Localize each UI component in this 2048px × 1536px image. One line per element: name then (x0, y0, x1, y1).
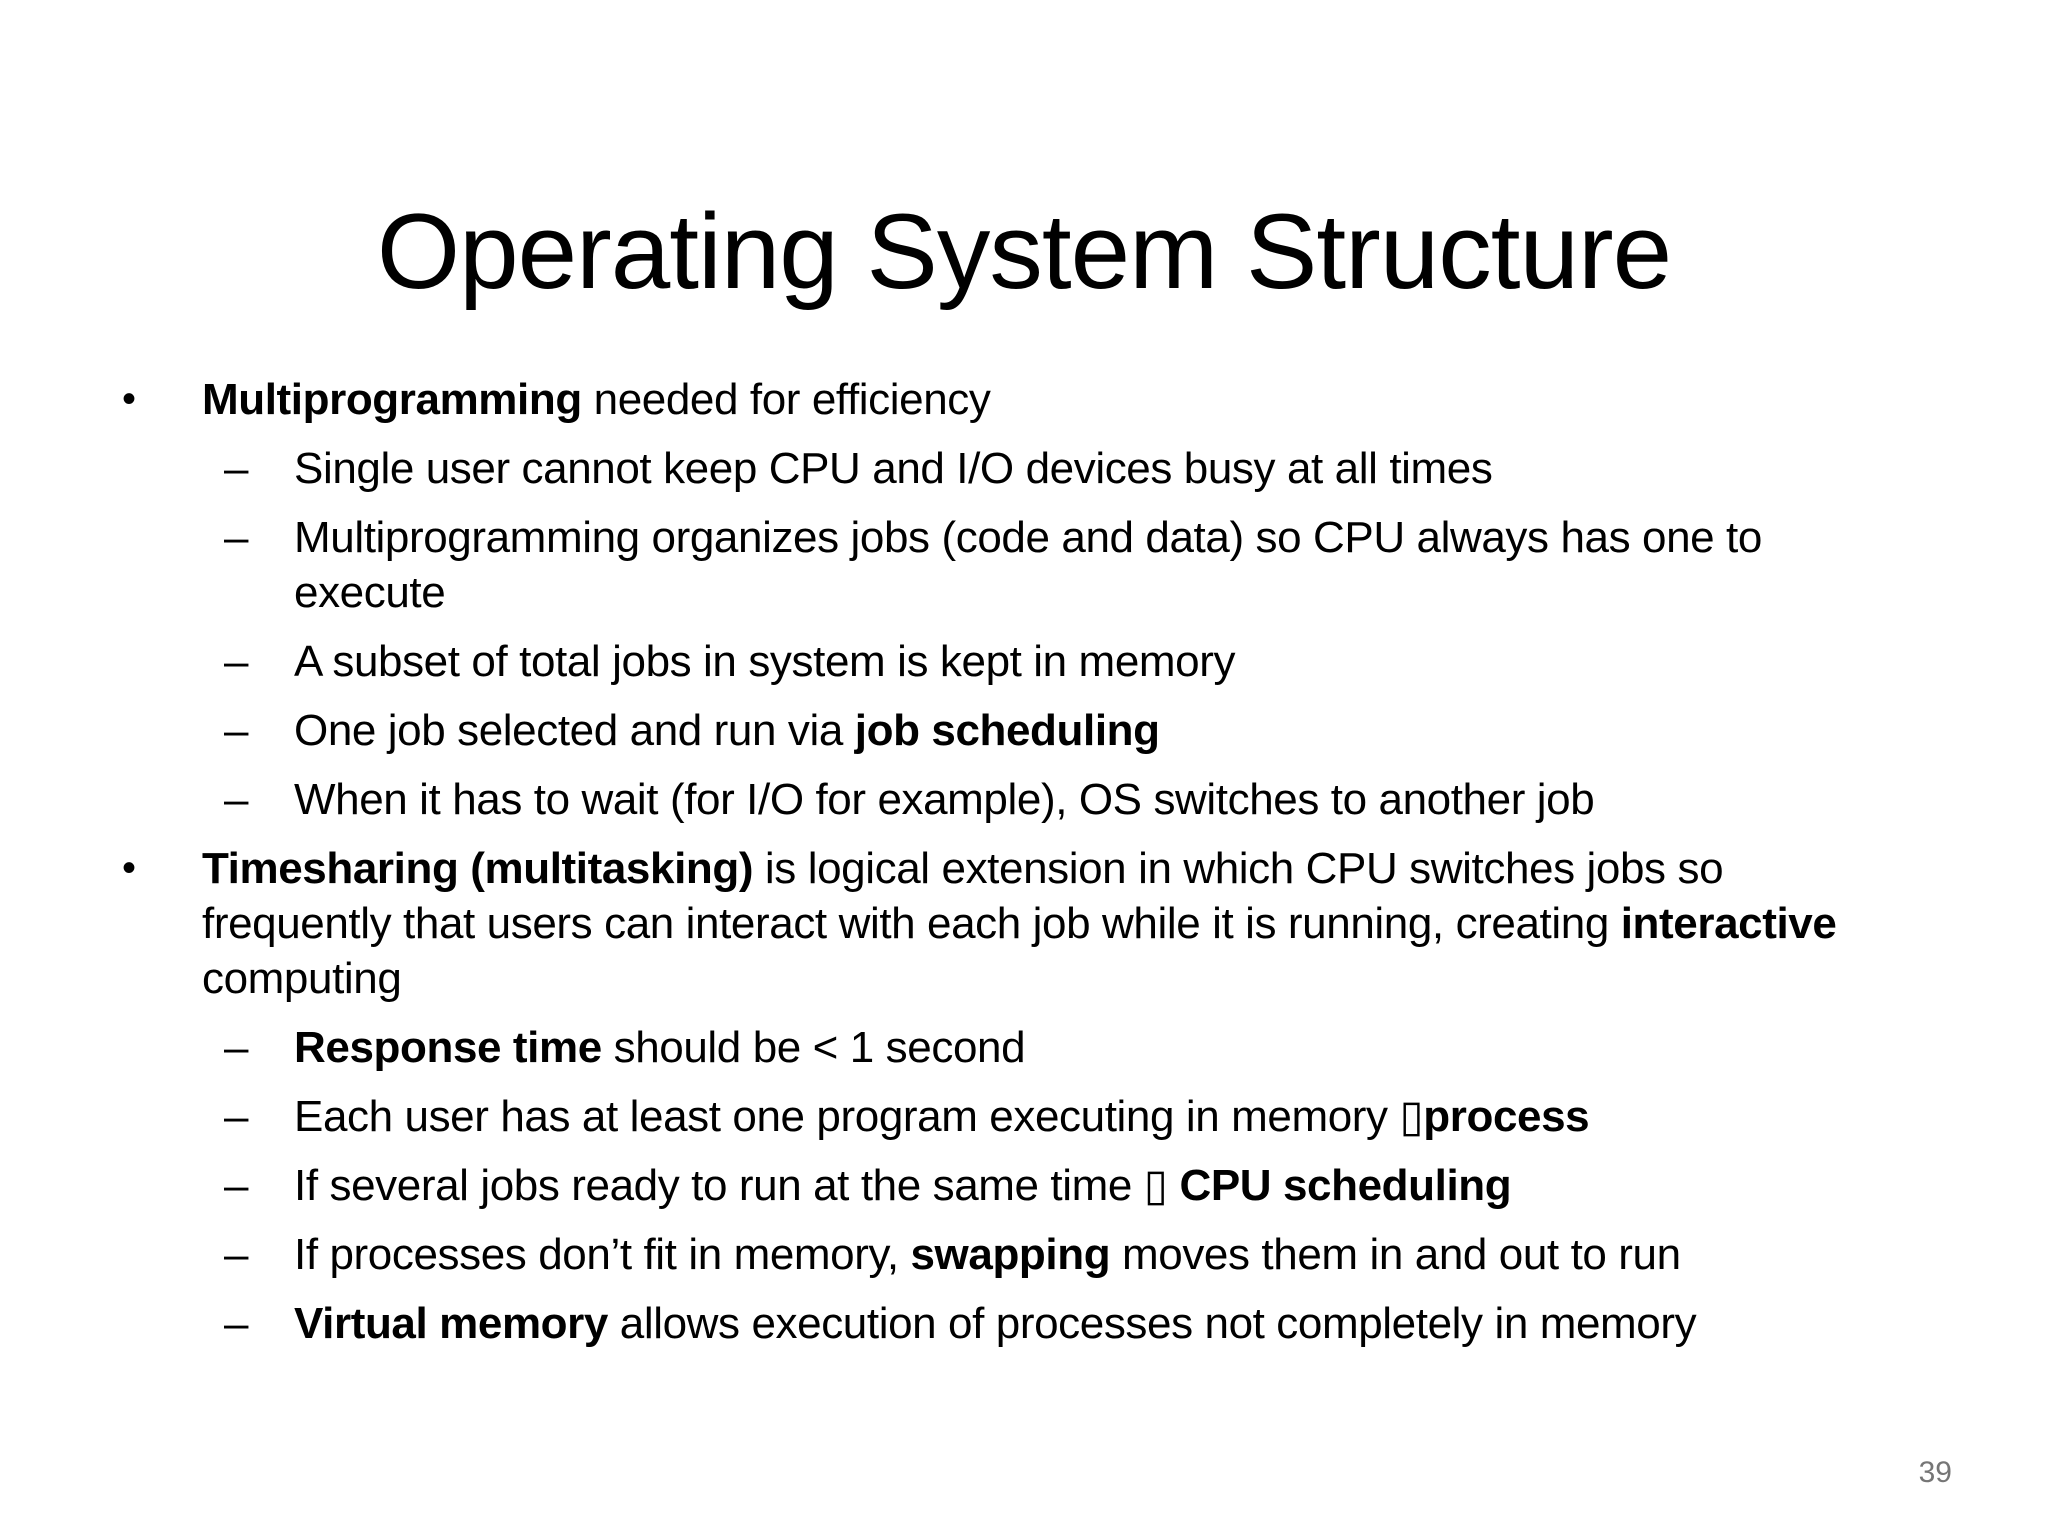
sub-item-text: If several jobs ready to run at the same time (294, 1161, 1144, 1210)
sub-item (122, 1158, 1922, 1213)
dash-marker: – (224, 444, 249, 493)
sub-item (122, 510, 1922, 620)
slide-title: Operating System Structure (376, 191, 1672, 311)
dash-marker: – (224, 1092, 249, 1141)
sub-item-text: If processes don’t fit in memory, (294, 1230, 911, 1279)
bullet-text: needed for efficiency (581, 375, 991, 424)
dash-marker: – (224, 513, 249, 562)
sub-item-bold-text: swapping (910, 1230, 1111, 1279)
dash-marker: – (224, 637, 249, 686)
sub-item-bold-text: job scheduling (854, 706, 1160, 755)
sub-item (122, 772, 1922, 827)
bullet-bold-text: interactive (1620, 899, 1837, 948)
sub-item-text: Multiprogramming organizes jobs (code and data) so CPU always has one to execute (294, 513, 1762, 617)
bullet-item (122, 372, 1922, 427)
page-number: 39 (1918, 1456, 1952, 1489)
sub-item-text: One job selected and run via (294, 706, 855, 755)
sub-item (122, 1089, 1922, 1144)
sub-item (122, 1296, 1922, 1351)
sub-item (122, 1227, 1922, 1282)
bullet-item (122, 841, 1922, 1006)
sub-item-bold-text: CPU scheduling (1167, 1161, 1512, 1210)
sub-item-text: moves them in and out to run (1110, 1230, 1681, 1279)
sub-item-text: When it has to wait (for I/O for example), OS switches to another job (294, 775, 1595, 824)
bullet-text: computing (202, 954, 402, 1003)
dash-marker: – (224, 1023, 249, 1072)
sub-item-text: allows execution of processes not completely in memory (607, 1299, 1697, 1348)
dash-marker: – (224, 775, 249, 824)
sub-item-bold-text: Virtual memory (294, 1299, 608, 1348)
sub-item-text: A subset of total jobs in system is kept in memory (294, 637, 1236, 686)
missing-glyph-icon: ▯ (1143, 1161, 1168, 1210)
sub-item (122, 634, 1922, 689)
sub-item-bold-text: process (1423, 1092, 1590, 1141)
bullet-text: is logical extension in which CPU switches jobs so frequently that users can interact with each job while it is running, creating (202, 844, 1724, 948)
sub-item-text: Each user has at least one program executing in memory (294, 1092, 1400, 1141)
sub-item-text: should be < 1 second (601, 1023, 1026, 1072)
bullet-bold-text: Timesharing (multitasking) (202, 844, 754, 893)
sub-item-bold-text: Response time (294, 1023, 602, 1072)
bullet-marker: • (122, 377, 136, 421)
sub-item (122, 441, 1922, 496)
dash-marker: – (224, 1299, 249, 1348)
dash-marker: – (224, 706, 249, 755)
bullet-marker: • (122, 846, 136, 890)
dash-marker: – (224, 1230, 249, 1279)
slide-content (122, 372, 1922, 1351)
sub-item (122, 1020, 1922, 1075)
bullet-bold-text: Multiprogramming (202, 375, 582, 424)
missing-glyph-icon: ▯ (1399, 1092, 1424, 1141)
dash-marker: – (224, 1161, 249, 1210)
sub-item (122, 703, 1922, 758)
sub-item-text: Single user cannot keep CPU and I/O devices busy at all times (294, 444, 1493, 493)
